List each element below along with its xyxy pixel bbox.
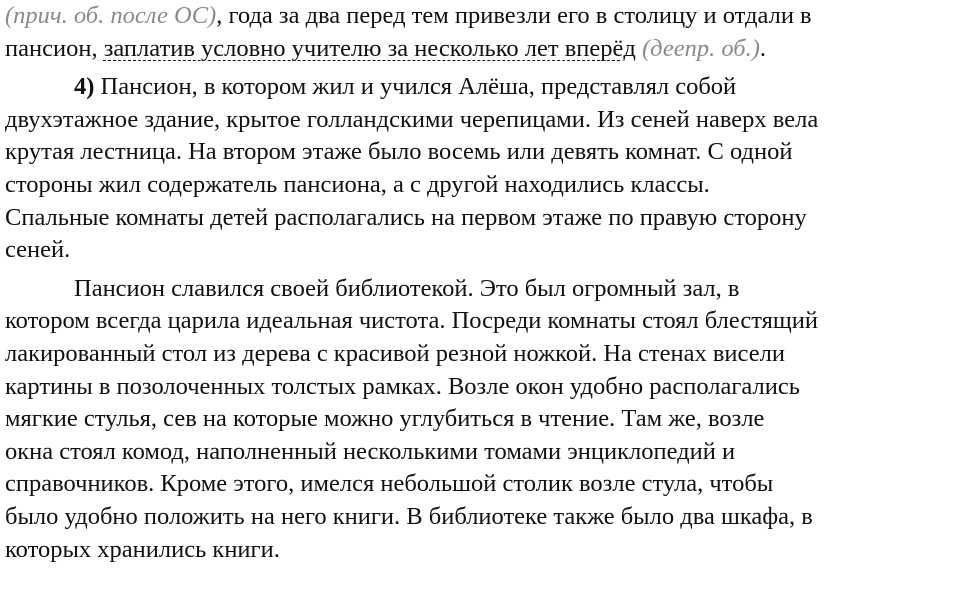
text-segment: Пансион, в котором жил и учился Алёша, представлял собой: [94, 73, 737, 101]
text-line: лакированный стол из дерева с красивой резной ножкой. На стенах висели: [5, 339, 785, 367]
text-line: [5, 0, 957, 33]
text-segment: , года за два перед тем привезли его в столицу и отдали в: [216, 2, 812, 29]
text-segment: пансион,: [5, 34, 104, 62]
text-line: сеней.: [5, 236, 71, 264]
text-line: было удобно положить на него книги. В библиотеке также было два шкафа, в: [5, 502, 813, 530]
document-page: [5, 0, 957, 566]
text-line: двухэтажное здание, крытое голландскими черепицами. Из сеней наверх вела: [5, 105, 819, 133]
underlined-phrase: заплатив условно учителю за несколько лет вперёд: [103, 34, 636, 62]
text-line: окна стоял комод, наполненный несколькими томами энциклопедий и: [5, 437, 736, 465]
paragraph-library: [5, 273, 957, 566]
text-segment: .: [759, 34, 766, 62]
paragraph-intro: [5, 0, 957, 65]
grammar-note: (прич. об. после ОС): [5, 2, 217, 29]
text-line: крутая лестница. На втором этаже было восемь или девять комнат. С одной: [5, 138, 793, 166]
text-line: стороны жил содержатель пансиона, а с другой находились классы.: [5, 170, 710, 198]
text-line: картины в позолоченных толстых рамках. Возле окон удобно располагались: [5, 372, 800, 400]
text-line: Спальные комнаты детей располагались на первом этаже по правую сторону: [5, 203, 807, 231]
text-line: [5, 33, 957, 66]
item-number: 4): [74, 73, 95, 101]
paragraph-4: [5, 71, 957, 267]
text-line: которых хранились книги.: [5, 535, 280, 563]
text-line: [5, 71, 957, 104]
text-line: мягкие стулья, сев на которые можно углубиться в чтение. Там же, возле: [5, 405, 765, 433]
text-line: Пансион славился своей библиотекой. Это был огромный зал, в: [74, 274, 740, 302]
text-line: справочников. Кроме этого, имелся небольшой столик возле стула, чтобы: [5, 470, 774, 498]
grammar-note: (деепр. об.): [641, 34, 760, 62]
text-line: котором всегда царила идеальная чистота. Посреди комнаты стоял блестящий: [5, 307, 818, 335]
